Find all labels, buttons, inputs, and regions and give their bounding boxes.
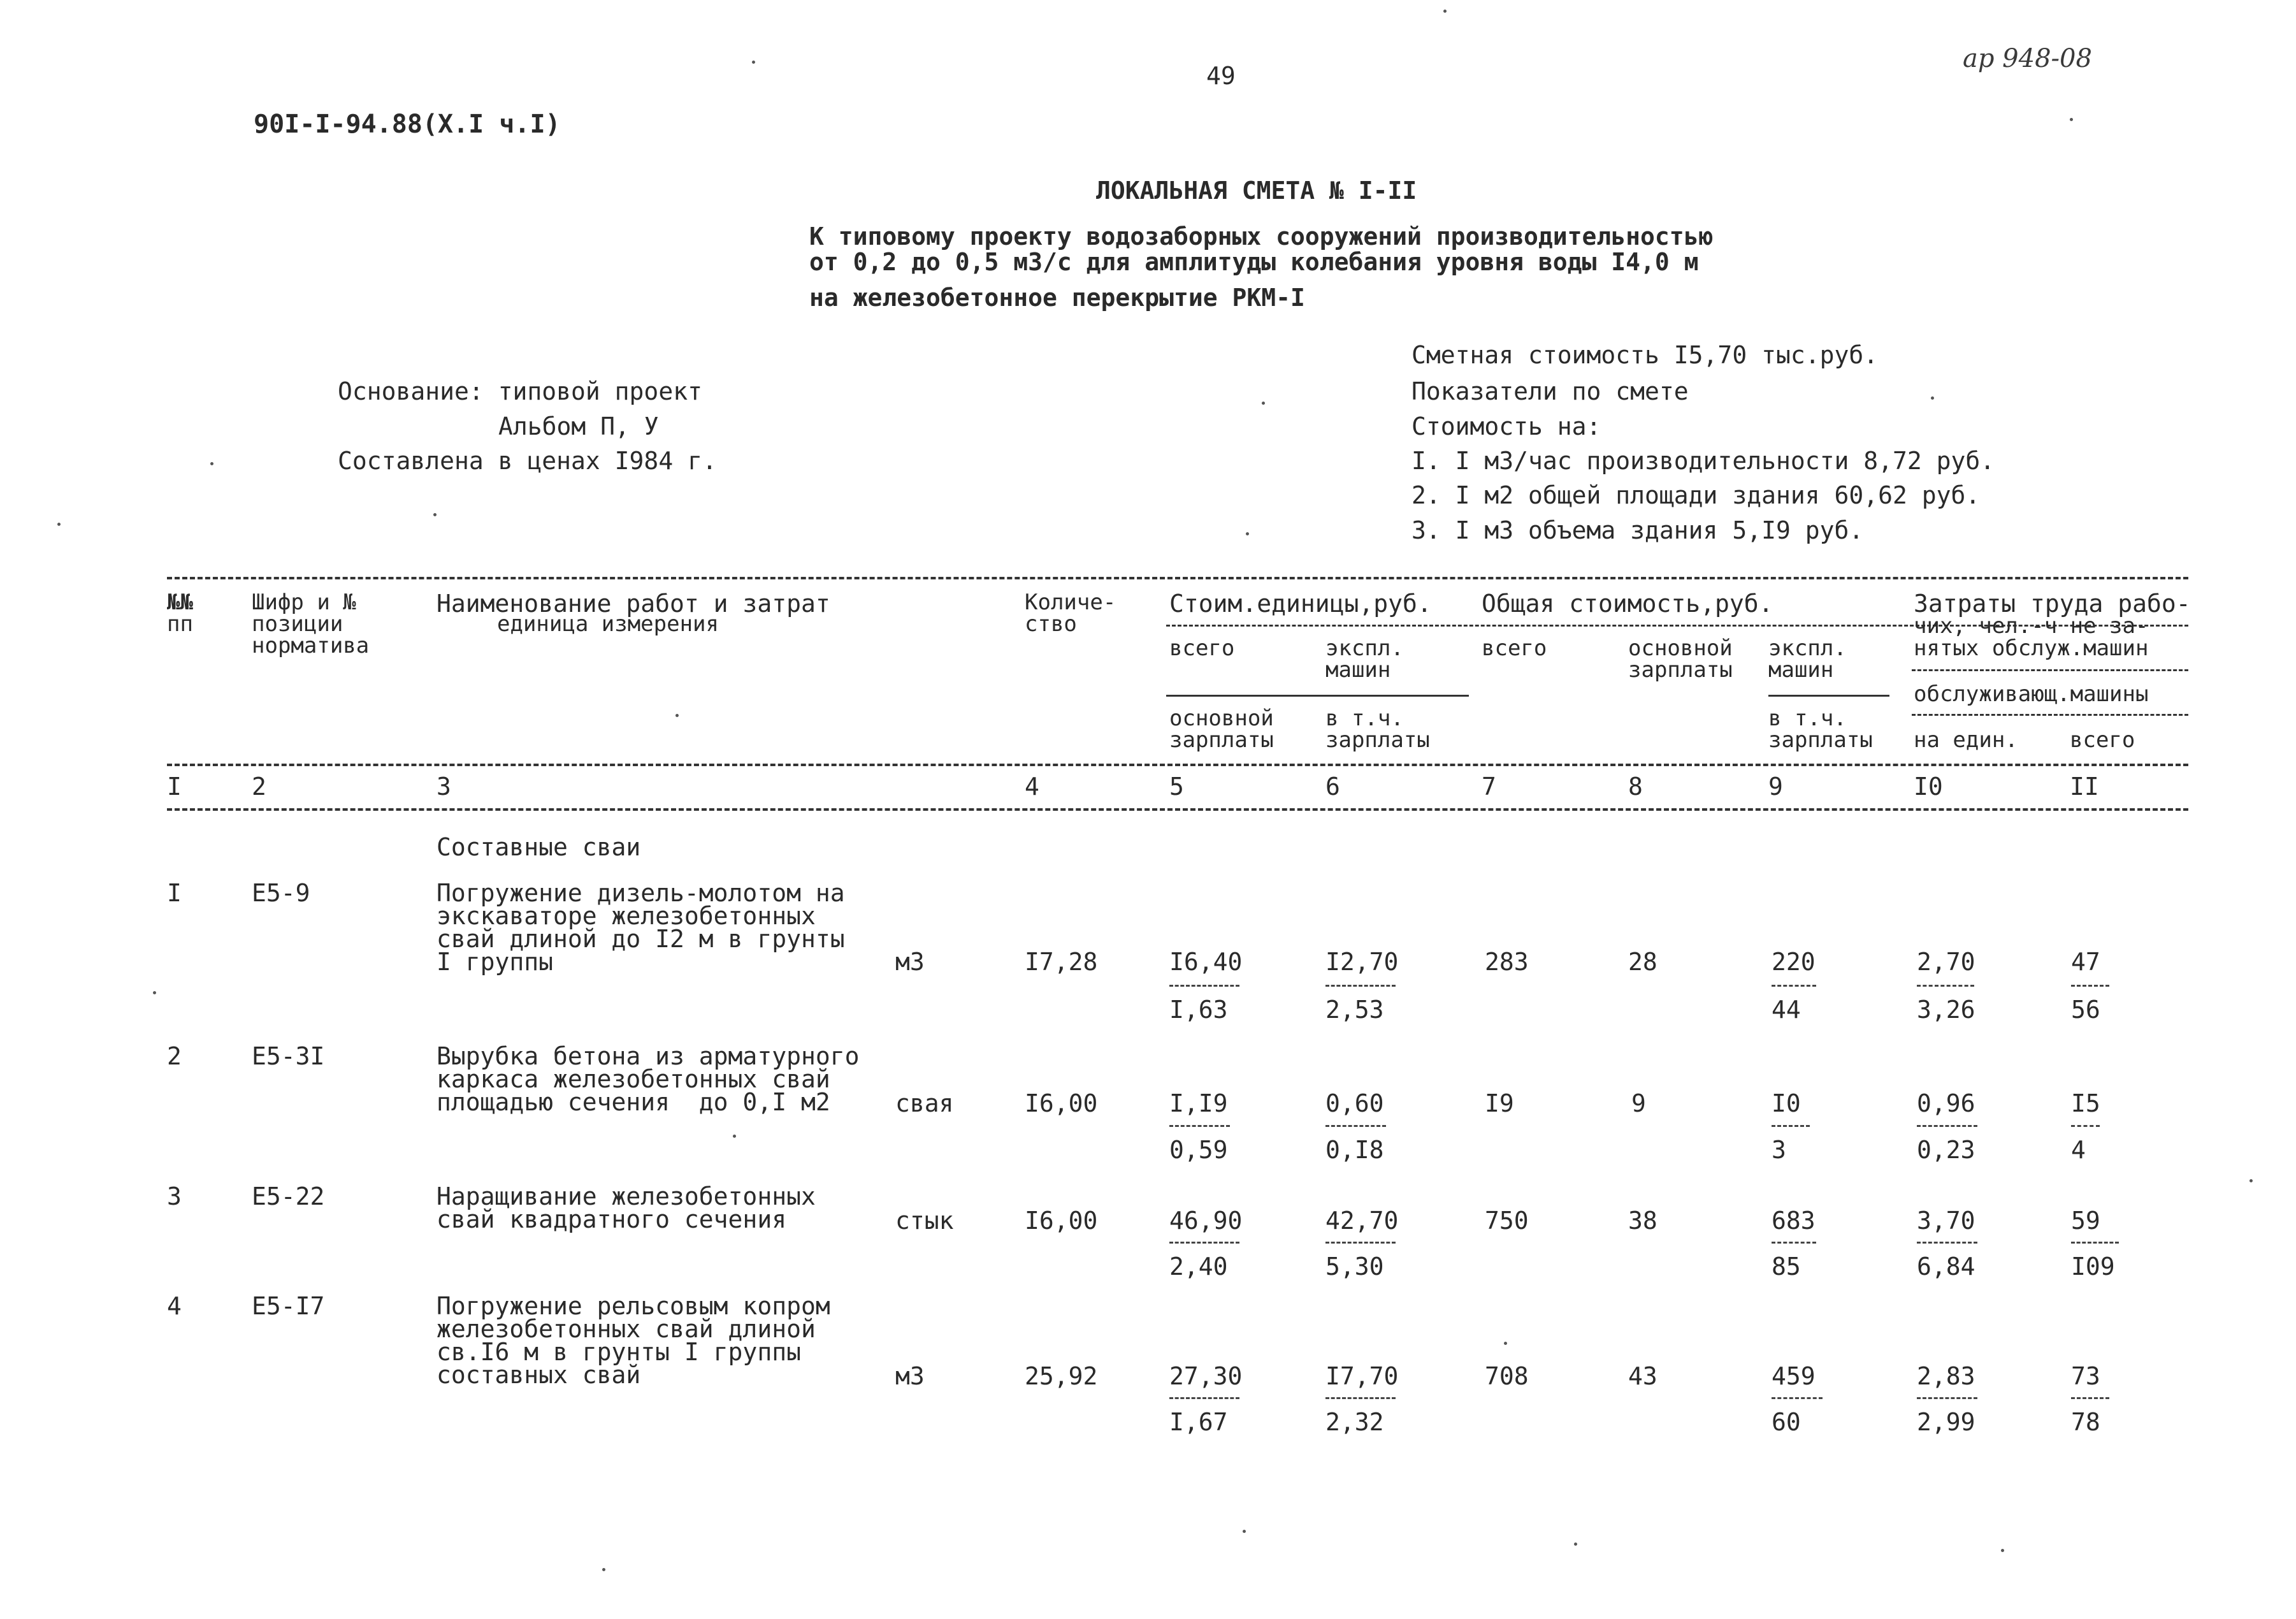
total-wages: 28 <box>1628 948 1657 976</box>
column-number: 9 <box>1768 773 1783 801</box>
row-number: 3 <box>167 1182 182 1210</box>
header-vtch-a-l1: в т.ч. <box>1325 706 1404 731</box>
unit-cost-machines: 42,70 <box>1325 1207 1399 1235</box>
total-machine-wages: 44 <box>1772 996 1801 1024</box>
unit-cost-machine-wages: 5,30 <box>1325 1252 1384 1281</box>
unit-cost-total: I,I9 <box>1169 1089 1228 1117</box>
scan-speck <box>1243 1530 1246 1533</box>
scan-speck <box>433 513 437 516</box>
unit-cost-wages: 2,40 <box>1169 1252 1228 1281</box>
header-col1-l1: №№ <box>167 590 193 615</box>
header-labor-l2: чих, чел.-ч не за- <box>1914 613 2149 639</box>
row-name-line: Погружение рельсовым копром <box>437 1292 830 1320</box>
column-number: 3 <box>437 773 451 801</box>
unit-cost-machine-wages: 2,53 <box>1325 996 1384 1024</box>
scan-speck <box>733 1135 736 1138</box>
header-na-edin: на един. <box>1914 727 2018 753</box>
header-osnovnoy-a-l1: основной <box>1169 706 1274 731</box>
header-obsl: обслуживающ.машины <box>1914 681 2149 707</box>
header-col1-l2: пп <box>167 611 193 637</box>
labor-per-unit: 2,83 <box>1917 1362 1975 1390</box>
fraction-rule <box>1772 1242 1816 1244</box>
unit-cost-machines: 0,60 <box>1325 1089 1384 1117</box>
header-osnovnoy-b-l1: основной <box>1628 635 1733 661</box>
unit-cost-wages: I,63 <box>1169 996 1228 1024</box>
header-total-cost: Общая стоимость,руб. <box>1482 590 1773 618</box>
scan-speck <box>675 714 679 717</box>
row-name-line: площадью сечения до 0,I м2 <box>437 1088 830 1116</box>
basis-line-2: Альбом П, У <box>498 412 659 440</box>
unit-cost-total: I6,40 <box>1169 948 1243 976</box>
fraction-rule <box>2071 1242 2119 1244</box>
labor-total: 73 <box>2071 1362 2100 1390</box>
row-quantity: I7,28 <box>1025 948 1098 976</box>
labor-total: 47 <box>2071 948 2100 976</box>
row-number: 4 <box>167 1292 182 1320</box>
column-number: 4 <box>1025 773 1039 801</box>
row-name-line: Наращивание железобетонных <box>437 1182 816 1210</box>
estimate-title: ЛОКАЛЬНАЯ СМЕТА № I-II <box>1096 177 1417 205</box>
row-name-line: каркаса железобетонных свай <box>437 1065 830 1093</box>
column-number: 5 <box>1169 773 1184 801</box>
unit-cost-wages: I,67 <box>1169 1408 1228 1436</box>
document-code: 90I-I-94.88(X.I ч.I) <box>254 110 561 139</box>
header-vsego-c: всего <box>2070 727 2135 753</box>
column-number: 7 <box>1482 773 1496 801</box>
column-number: 6 <box>1325 773 1340 801</box>
labor-per-unit: 0,96 <box>1917 1089 1975 1117</box>
header-vsego-b: всего <box>1482 635 1547 661</box>
row-quantity: I6,00 <box>1025 1207 1098 1235</box>
fraction-rule <box>1917 1397 1977 1399</box>
scan-speck <box>602 1568 605 1571</box>
header-ekspl-b-l1: экспл. <box>1768 635 1847 661</box>
fraction-rule <box>1325 1397 1396 1399</box>
header-osnovnoy-a-l2: зарплаты <box>1169 727 1274 753</box>
scan-speck <box>1574 1543 1577 1546</box>
column-numbers-rule <box>167 808 2188 811</box>
total-wages: 38 <box>1628 1207 1657 1235</box>
handwritten-code: ар 948-08 <box>1963 44 2092 73</box>
row-code: Е5-I7 <box>252 1292 325 1320</box>
row-quantity: I6,00 <box>1025 1089 1098 1117</box>
unit-cost-total: 27,30 <box>1169 1362 1243 1390</box>
row-number: I <box>167 879 182 907</box>
row-unit: свая <box>895 1089 954 1117</box>
labor-per-unit-machines: 2,99 <box>1917 1408 1975 1436</box>
scan-speck <box>1443 10 1447 13</box>
header-col2-l2: позиции <box>252 611 343 637</box>
scan-speck <box>2070 118 2073 121</box>
column-number: I <box>167 773 182 801</box>
table-top-rule <box>167 577 2188 579</box>
unit-cost-machines: I7,70 <box>1325 1362 1399 1390</box>
fraction-rule <box>1325 1125 1386 1127</box>
title-line-1: К типовому проекту водозаборных сооружений производительностью <box>809 222 1714 250</box>
column-number: 8 <box>1628 773 1643 801</box>
header-labor-l3: нятых обслуж.машин <box>1914 635 2149 661</box>
header-ekspl-a-l1: экспл. <box>1325 635 1404 661</box>
unit-cost-machines: I2,70 <box>1325 948 1399 976</box>
row-name-line: I группы <box>437 948 554 976</box>
total-machines: I0 <box>1772 1089 1801 1117</box>
header-bottom-rule <box>167 764 2188 766</box>
unit-cost-total: 46,90 <box>1169 1207 1243 1235</box>
column-number: I0 <box>1914 773 1943 801</box>
total-machine-wages: 85 <box>1772 1252 1801 1281</box>
row-name-line: железобетонных свай длиной <box>437 1315 816 1343</box>
basis-line-1: Основание: типовой проект <box>338 377 702 405</box>
fraction-rule <box>1917 1242 1977 1244</box>
scan-speck <box>1931 396 1934 400</box>
row-quantity: 25,92 <box>1025 1362 1098 1390</box>
page-number: 49 <box>1206 62 1236 90</box>
indicator-item-2: 2. I м2 общей площади здания 60,62 руб. <box>1412 481 1981 509</box>
total-machine-wages: 60 <box>1772 1408 1801 1436</box>
header-col3-l2: единица измерения <box>497 611 719 637</box>
fraction-rule <box>2071 1397 2109 1399</box>
header-ekspl-b-l2: машин <box>1768 657 1834 683</box>
labor-per-unit-machines: 0,23 <box>1917 1136 1975 1164</box>
header-unit-cost: Стоим.единицы,руб. <box>1169 590 1432 618</box>
section-heading: Составные сваи <box>437 833 641 861</box>
scan-speck <box>210 462 213 465</box>
cost-on-label: Стоимость на: <box>1412 412 1601 440</box>
labor-per-unit-machines: 3,26 <box>1917 996 1975 1024</box>
row-name-line: Погружение дизель-молотом на <box>437 879 845 907</box>
fraction-rule <box>1325 985 1396 987</box>
scan-speck <box>752 61 755 64</box>
labor-per-unit-machines: 6,84 <box>1917 1252 1975 1281</box>
scan-speck <box>1262 402 1265 405</box>
column-number: II <box>2070 773 2099 801</box>
row-code: Е5-3I <box>252 1042 325 1070</box>
fraction-rule <box>1169 985 1239 987</box>
header-ekspl-a-l2: машин <box>1325 657 1391 683</box>
header-subrule-5 <box>1912 714 2188 716</box>
total-machines: 220 <box>1772 948 1816 976</box>
header-vsego-a: всего <box>1169 635 1235 661</box>
title-line-2: от 0,2 до 0,5 м3/с для амплитуды колебания уровня воды I4,0 м <box>809 248 1699 276</box>
labor-total-machines: 4 <box>2071 1136 2086 1164</box>
scan-speck <box>153 991 156 994</box>
scan-speck <box>1504 1342 1507 1345</box>
header-vtch-b-l2: зарплаты <box>1768 727 1873 753</box>
scan-speck <box>2001 1549 2004 1552</box>
header-col2-l1: Шифр и № <box>252 590 356 615</box>
estimated-cost: Сметная стоимость I5,70 тыс.руб. <box>1412 341 1879 369</box>
row-code: Е5-9 <box>252 879 310 907</box>
row-code: Е5-22 <box>252 1182 325 1210</box>
column-number: 2 <box>252 773 266 801</box>
row-name-line: св.I6 м в грунты I группы <box>437 1338 801 1366</box>
fraction-rule <box>1772 1125 1810 1127</box>
fraction-rule <box>1169 1242 1239 1244</box>
scan-speck <box>1246 532 1249 535</box>
header-col3-l1: Наименование работ и затрат <box>437 590 830 618</box>
row-number: 2 <box>167 1042 182 1070</box>
row-unit: м3 <box>895 1362 925 1390</box>
fraction-rule <box>1917 1125 1977 1127</box>
fraction-rule <box>1325 1242 1396 1244</box>
total-machines: 459 <box>1772 1362 1816 1390</box>
total-wages: 43 <box>1628 1362 1657 1390</box>
labor-total-machines: 56 <box>2071 996 2100 1024</box>
fraction-rule <box>2071 985 2109 987</box>
header-subrule-3 <box>1768 695 1889 697</box>
header-col2-l3: норматива <box>252 633 370 658</box>
title-line-3: на железобетонное перекрытие РКМ-I <box>809 284 1305 312</box>
row-unit: м3 <box>895 948 925 976</box>
fraction-rule <box>2071 1125 2100 1127</box>
indicator-item-3: 3. I м3 объема здания 5,I9 руб. <box>1412 516 1864 544</box>
total-machine-wages: 3 <box>1772 1136 1786 1164</box>
unit-cost-machine-wages: 2,32 <box>1325 1408 1384 1436</box>
indicator-item-1: I. I м3/час производительности 8,72 руб. <box>1412 447 1995 475</box>
labor-total: I5 <box>2071 1089 2100 1117</box>
row-name-line: составных свай <box>437 1361 641 1389</box>
indicators-heading: Показатели по смете <box>1412 377 1689 405</box>
fraction-rule <box>1169 1397 1239 1399</box>
header-labor-l1: Затраты труда рабо- <box>1914 590 2191 618</box>
labor-total: 59 <box>2071 1207 2100 1235</box>
row-name-line: экскаваторе железобетонных <box>437 902 816 930</box>
unit-cost-machine-wages: 0,I8 <box>1325 1136 1384 1164</box>
fraction-rule <box>1772 985 1816 987</box>
scan-speck <box>2249 1179 2253 1182</box>
row-name-line: Вырубка бетона из арматурного <box>437 1042 860 1070</box>
labor-total-machines: I09 <box>2071 1252 2115 1281</box>
total-cost: 750 <box>1485 1207 1529 1235</box>
total-wages: 9 <box>1631 1089 1646 1117</box>
header-subrule-2 <box>1166 695 1469 697</box>
labor-total-machines: 78 <box>2071 1408 2100 1436</box>
fraction-rule <box>1169 1125 1230 1127</box>
basis-line-3: Составлена в ценах I984 г. <box>338 447 717 475</box>
total-cost: 708 <box>1485 1362 1529 1390</box>
row-name-line: свай длиной до I2 м в грунты <box>437 925 845 953</box>
header-subrule-4 <box>1912 669 2188 671</box>
total-cost: I9 <box>1485 1089 1514 1117</box>
total-cost: 283 <box>1485 948 1529 976</box>
header-vtch-b-l1: в т.ч. <box>1768 706 1847 731</box>
fraction-rule <box>1772 1397 1823 1399</box>
header-col4-l1: Количе- <box>1025 590 1116 615</box>
row-unit: стык <box>895 1207 954 1235</box>
labor-per-unit: 2,70 <box>1917 948 1975 976</box>
scan-speck <box>57 523 61 526</box>
header-osnovnoy-b-l2: зарплаты <box>1628 657 1733 683</box>
fraction-rule <box>1917 985 1974 987</box>
header-col4-l2: ство <box>1025 611 1077 637</box>
unit-cost-wages: 0,59 <box>1169 1136 1228 1164</box>
row-name-line: свай квадратного сечения <box>437 1205 787 1233</box>
total-machines: 683 <box>1772 1207 1816 1235</box>
labor-per-unit: 3,70 <box>1917 1207 1975 1235</box>
header-vtch-a-l2: зарплаты <box>1325 727 1430 753</box>
